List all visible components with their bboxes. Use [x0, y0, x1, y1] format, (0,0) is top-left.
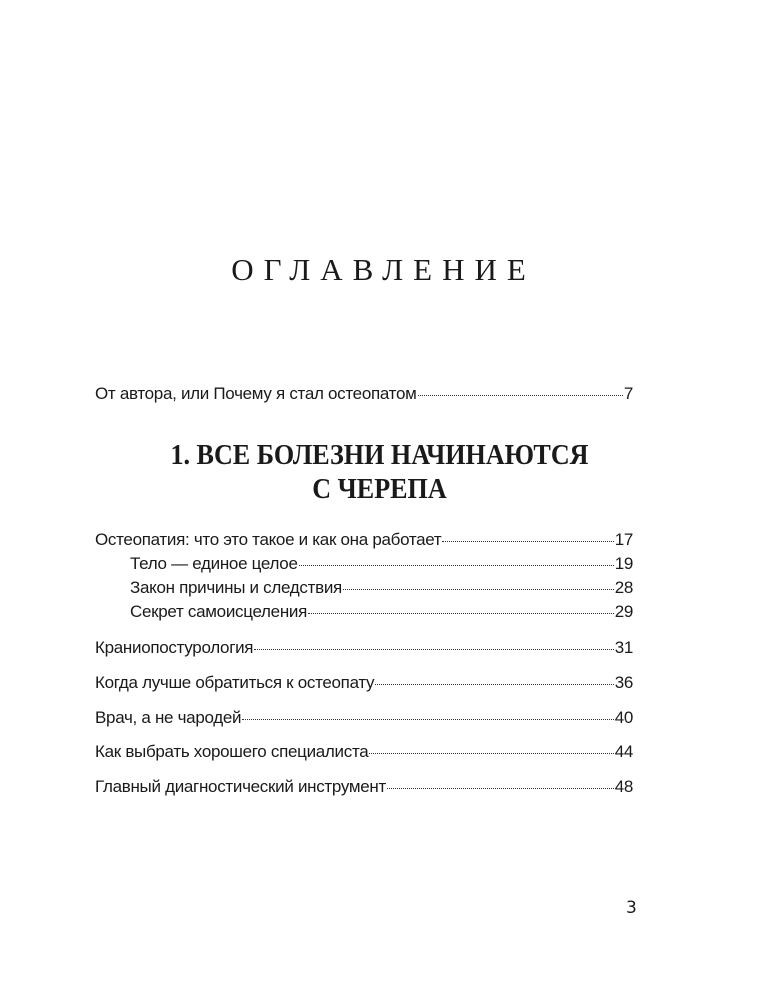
toc-entry-page: 17: [614, 530, 633, 549]
toc-entry-page: 40: [614, 708, 633, 727]
dot-leader: [299, 564, 614, 566]
page-number: 3: [626, 898, 637, 918]
toc-entry-label: Краниопостурология: [95, 638, 254, 657]
dot-leader: [418, 394, 623, 396]
dot-leader: [369, 752, 613, 754]
toc-subentry[interactable]: [130, 578, 633, 598]
toc-entry[interactable]: [95, 742, 633, 762]
toc-subentry[interactable]: [130, 602, 633, 622]
dot-leader: [375, 683, 613, 685]
toc-entry[interactable]: [95, 708, 633, 728]
toc-entry[interactable]: [95, 530, 633, 550]
toc-entry-page: 48: [614, 777, 633, 796]
toc-subentry[interactable]: [130, 554, 633, 574]
toc-entry-page: 44: [614, 742, 633, 761]
toc-entry-page: 28: [614, 578, 633, 597]
toc-entry-label: Секрет самоисцеления: [130, 602, 308, 621]
toc-entry-label: Остеопатия: что это такое и как она работает: [95, 530, 442, 549]
toc-entry-label: Как выбрать хорошего специалиста: [95, 742, 369, 761]
toc-entry-page: 19: [614, 554, 633, 573]
chapter-title-line1: 1. ВСЕ БОЛЕЗНИ НАЧИНАЮТСЯ: [170, 439, 589, 471]
toc-entry-page: 7: [623, 384, 633, 403]
toc-entry[interactable]: [95, 673, 633, 693]
chapter-title-line2: С ЧЕРЕПА: [312, 473, 447, 505]
toc-entry-label: Главный диагностический инструмент: [95, 777, 387, 796]
dot-leader: [242, 718, 613, 720]
toc-entry-label: Тело — единое целое: [130, 554, 298, 573]
toc-entry-label: Когда лучше обратиться к остеопату: [95, 673, 375, 692]
dot-leader: [343, 588, 614, 590]
toc-entry[interactable]: [95, 638, 633, 658]
toc-entry-label: От автора, или Почему я стал остеопатом: [95, 384, 417, 403]
toc-entry-page: 31: [614, 638, 633, 657]
toc-entry-label: Закон причины и следствия: [130, 578, 342, 597]
dot-leader: [254, 648, 613, 650]
dot-leader: [387, 787, 614, 789]
toc-entry-label: Врач, а не чародей: [95, 708, 242, 727]
dot-leader: [442, 540, 613, 542]
dot-leader: [308, 612, 614, 614]
toc-entry-page: 29: [614, 602, 633, 621]
toc-entry[interactable]: [95, 777, 633, 797]
toc-entry-intro[interactable]: [95, 384, 633, 404]
chapter-title: [38, 438, 721, 506]
page-heading: ОГЛАВЛЕНИЕ: [231, 252, 536, 287]
toc-entry-page: 36: [614, 673, 633, 692]
